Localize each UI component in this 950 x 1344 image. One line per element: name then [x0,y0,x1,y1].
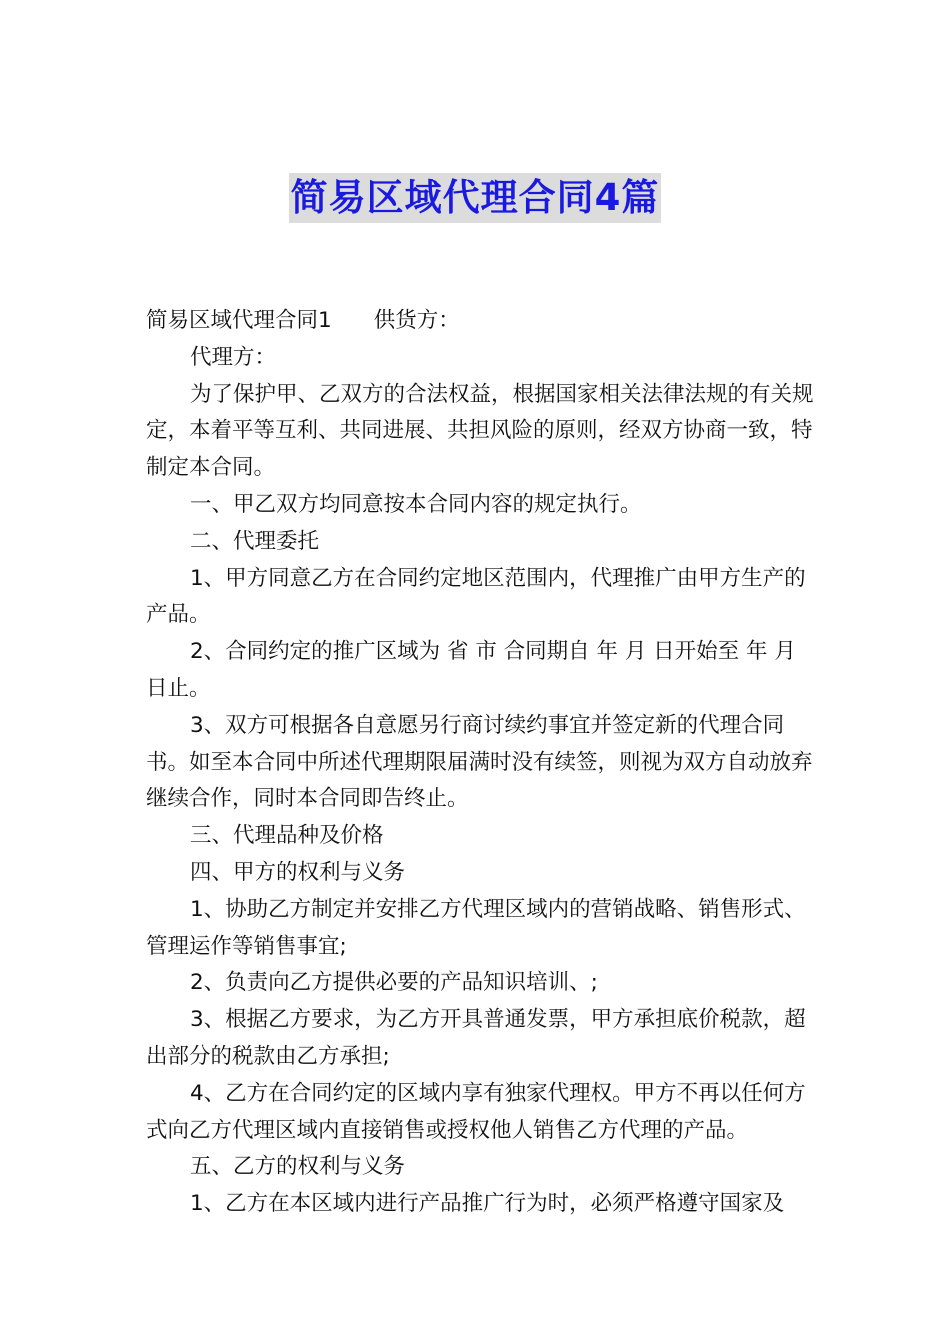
contract-name: 简易区域代理合同1 [146,308,332,333]
preamble-paragraph: 为了保护甲、乙双方的合法权益，根据国家相关法律法规的有关规定，本着平等互利、共同进展、共担风险的原则，经双方协商一致，特制定本合同。 [146,381,814,481]
contract-heading-line [146,303,816,340]
clause-4-2: 2、负责向乙方提供必要的产品知识培训、; [190,970,598,996]
clause-2-1: 1、甲方同意乙方在合同约定地区范围内，代理推广由甲方生产的产品。 [146,565,806,628]
clause-4-1: 1、协助乙方制定并安排乙方代理区域内的营销战略、销售形式、管理运作等销售事宜; [146,896,806,959]
section-heading-2: 二、代理委托 [190,528,320,554]
clause-2-3: 3、双方可根据各自意愿另行商讨续约事宜并签定新的代理合同书。如至本合同中所述代理期限届满时没有续签，则视为双方自动放弃继续合作，同时本合同即告终止。 [146,712,813,812]
clause-4-4: 4、乙方在合同约定的区域内享有独家代理权。甲方不再以任何方式向乙方代理区域内直接销售或授权他人销售乙方代理的产品。 [146,1080,806,1143]
agent-label: 代理方： [190,344,277,370]
clause-2-2: 2、合同约定的推广区域为 省 市 合同期自 年 月 日开始至 年 月 日止。 [146,639,796,701]
section-heading-3: 三、代理品种及价格 [190,823,384,849]
title-container [0,173,950,223]
clause-1: 一、甲乙双方均同意按本合同内容的规定执行。 [190,491,642,517]
section-heading-5: 五、乙方的权利与义务 [190,1154,406,1180]
document-title: 简易区域代理合同4篇 [289,173,662,223]
clause-4-3: 3、根据乙方要求，为乙方开具普通发票，甲方承担底价税款，超出部分的税款由乙方承担; [146,1007,806,1069]
supplier-label: 供货方： [373,308,460,333]
section-heading-4: 四、甲方的权利与义务 [190,859,406,885]
clause-5-1: 1、乙方在本区域内进行产品推广行为时，必须严格遵守国家及 [190,1191,785,1217]
document-body [146,303,816,1223]
